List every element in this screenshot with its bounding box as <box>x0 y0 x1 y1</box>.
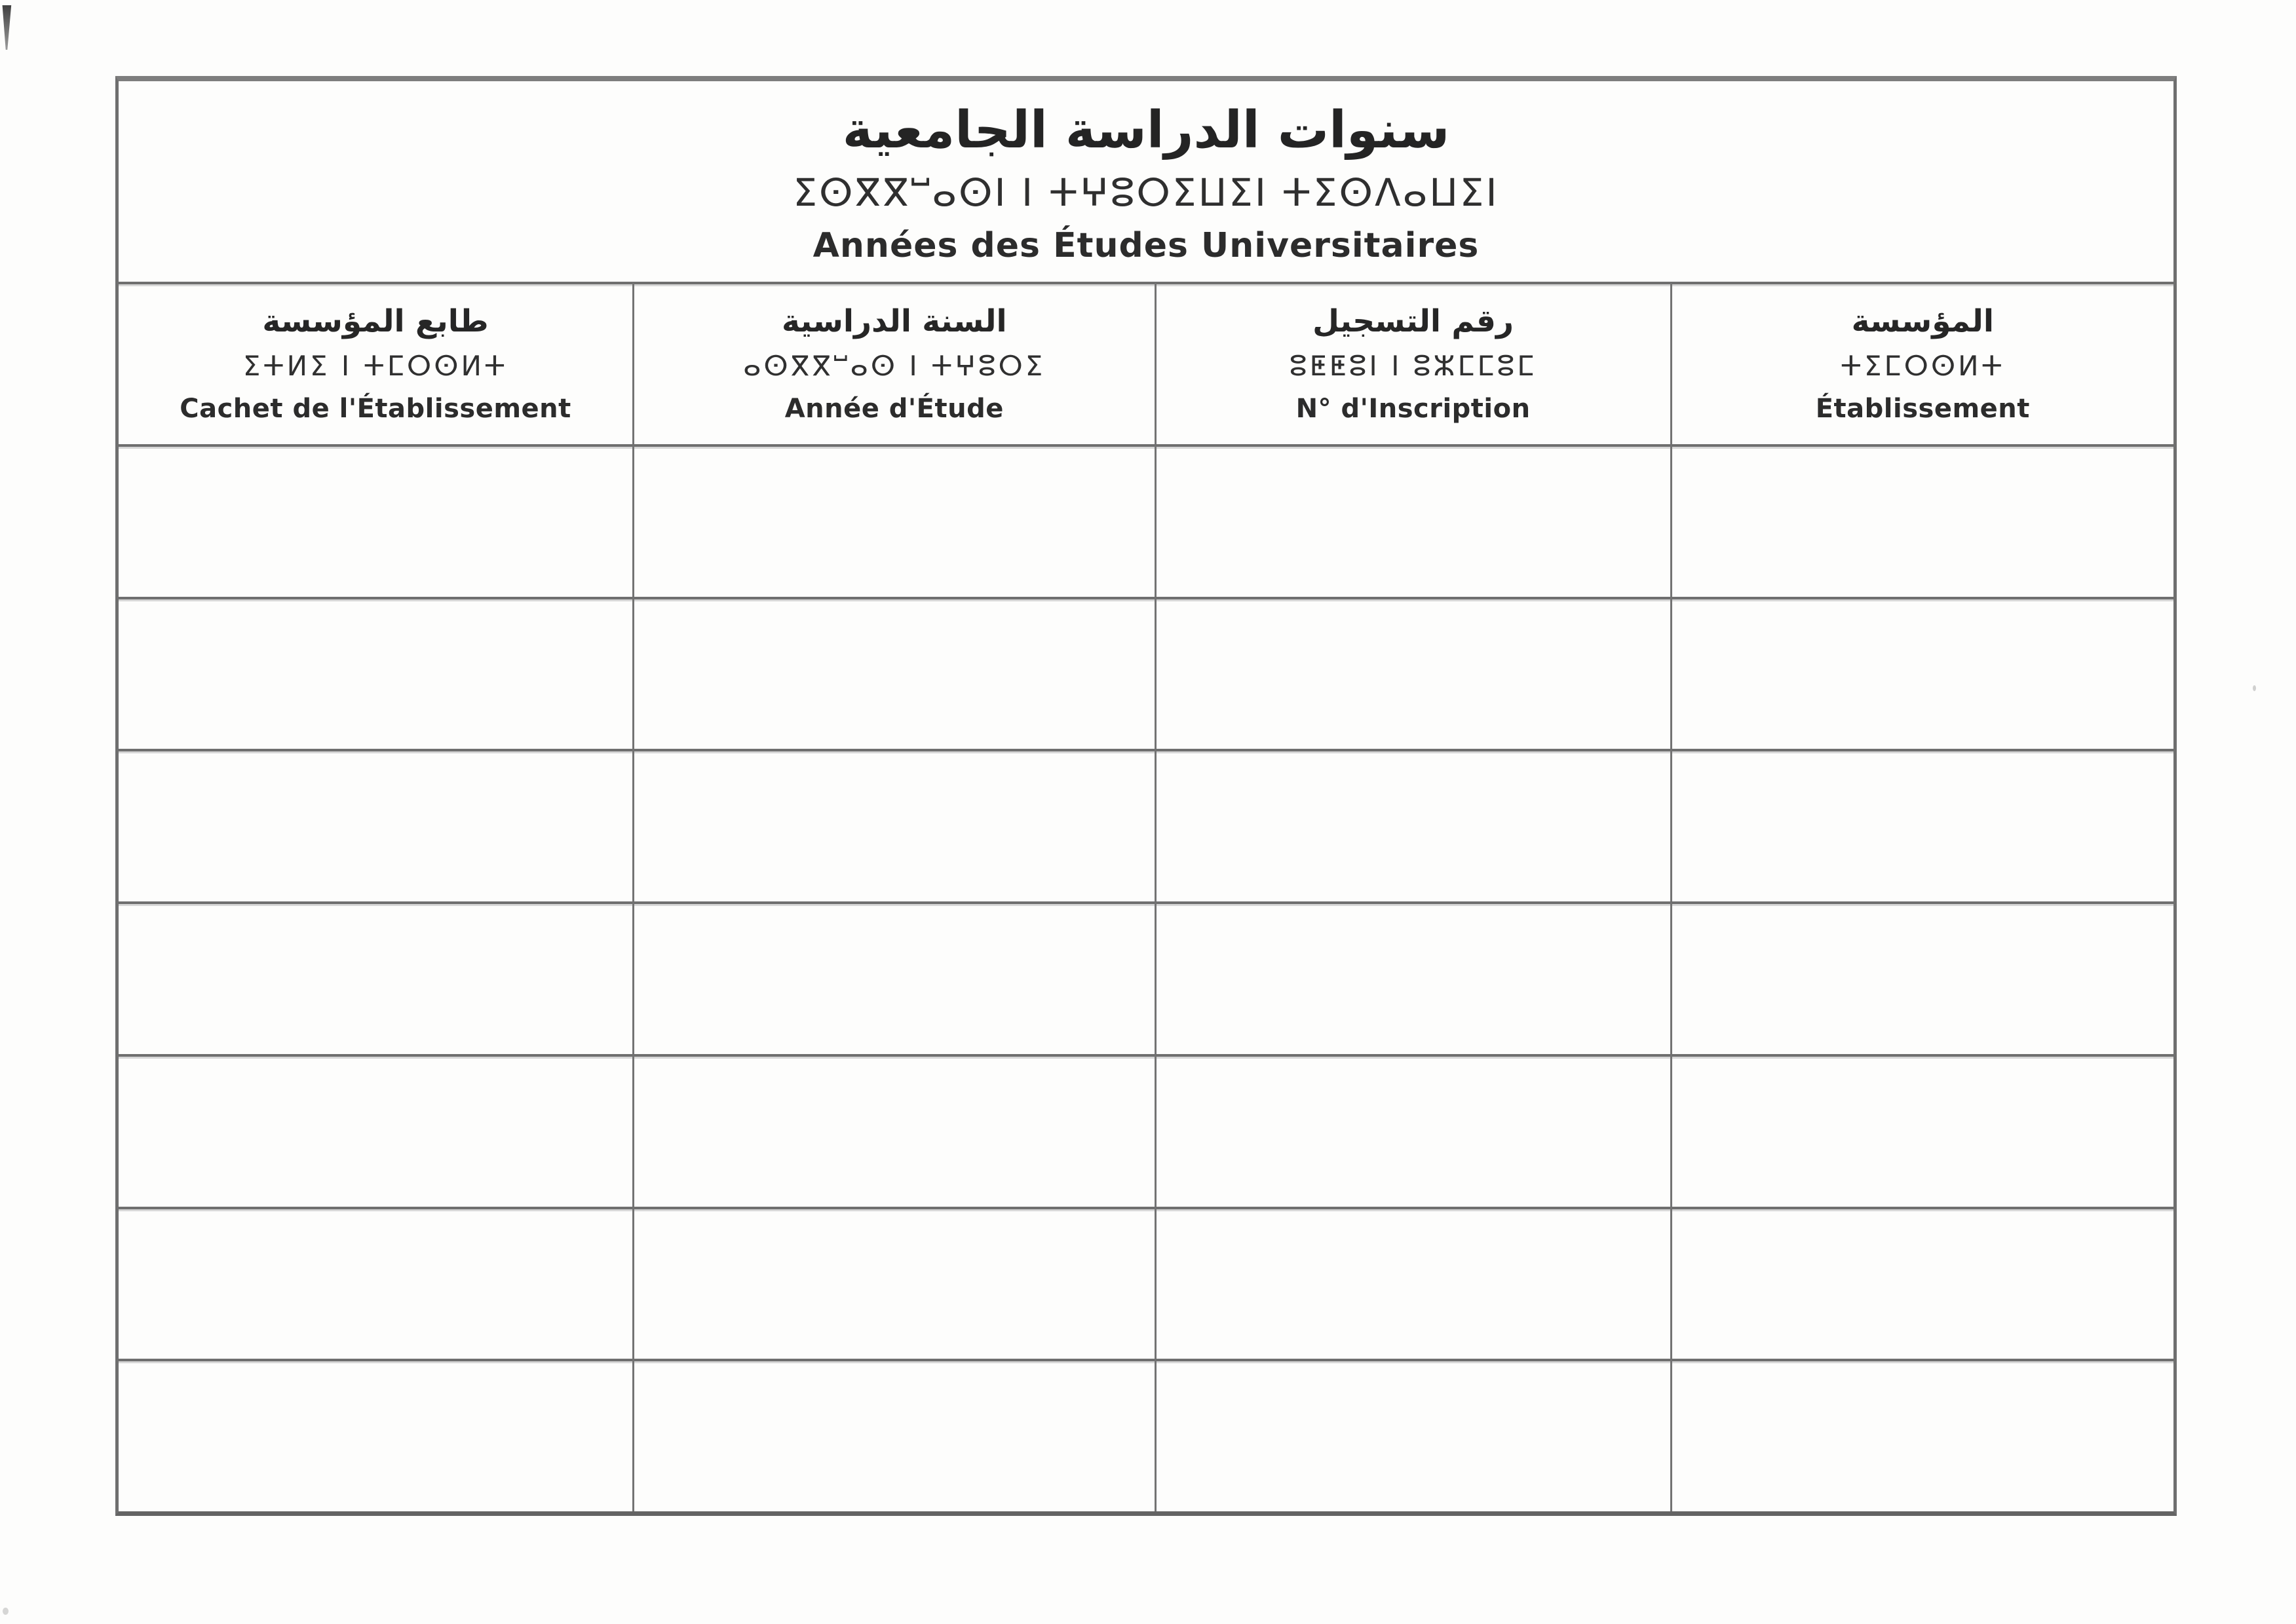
empty-cell <box>1155 1359 1670 1511</box>
empty-cell <box>1155 1054 1670 1207</box>
column-header-cachet <box>119 282 632 444</box>
empty-cell <box>119 1207 632 1359</box>
empty-cell <box>119 1359 632 1511</box>
title-tifinagh: ⵉⵙⴳⴳⵯⴰⵙⵏ ⵏ ⵜⵖⵓⵔⵉⵡⵉⵏ ⵜⵉⵙⴷⴰⵡⵉⵏ <box>793 170 1499 215</box>
header-french: N° d'Inscription <box>1295 393 1531 424</box>
column-header-numero-inscription <box>1155 282 1670 444</box>
empty-cell <box>1670 597 2173 749</box>
header-tifinagh: ⴰⵙⴳⴳⵯⴰⵙ ⵏ ⵜⵖⵓⵔⵉ <box>743 350 1046 383</box>
empty-cell <box>1155 901 1670 1054</box>
column-header-annee-etude <box>632 282 1155 444</box>
empty-cell <box>1670 1207 2173 1359</box>
empty-cell <box>1670 1054 2173 1207</box>
title-arabic: سنوات الدراسة الجامعية <box>842 101 1450 161</box>
header-tifinagh: ⵉⵜⵍⵉ ⵏ ⵜⵎⵔⵙⵍⵜ <box>242 350 508 383</box>
header-arabic: رقم التسجيل <box>1312 303 1514 340</box>
title-french: Années des Études Universitaires <box>813 225 1480 265</box>
empty-cell <box>632 1054 1155 1207</box>
empty-cell <box>1670 749 2173 901</box>
header-arabic: طابع المؤسسة <box>262 303 489 340</box>
empty-cell <box>1155 749 1670 901</box>
empty-cell <box>1155 597 1670 749</box>
header-arabic: المؤسسة <box>1851 303 1994 340</box>
empty-cell <box>1155 444 1670 597</box>
empty-cell <box>1670 1359 2173 1511</box>
empty-cell <box>632 901 1155 1054</box>
table-title <box>119 81 2173 282</box>
header-arabic: السنة الدراسية <box>781 303 1007 340</box>
empty-cell <box>632 1207 1155 1359</box>
header-tifinagh: ⵓⵟⵟⵓⵏ ⵏ ⵓⵣⵎⵎⵓⵎ <box>1289 350 1537 383</box>
empty-cell <box>1155 1207 1670 1359</box>
scan-artifact-speck <box>3 1608 9 1615</box>
empty-cell <box>119 749 632 901</box>
empty-cell <box>632 1359 1155 1511</box>
empty-cell <box>632 749 1155 901</box>
scan-artifact-pen-mark <box>1 5 12 50</box>
empty-cell <box>119 1054 632 1207</box>
empty-cell <box>119 901 632 1054</box>
empty-cell <box>119 444 632 597</box>
header-french: Établissement <box>1815 393 2030 424</box>
header-tifinagh: ⵜⵉⵎⵔⵙⵍⵜ <box>1840 350 2005 383</box>
empty-cell <box>632 597 1155 749</box>
empty-cell <box>1670 444 2173 597</box>
empty-cell <box>119 597 632 749</box>
scan-artifact-speck <box>2253 685 2256 691</box>
empty-cell <box>632 444 1155 597</box>
column-header-etablissement <box>1670 282 2173 444</box>
header-french: Cachet de l'Établissement <box>180 393 571 424</box>
empty-cell <box>1670 901 2173 1054</box>
header-french: Année d'Étude <box>784 393 1004 424</box>
university-study-years-table <box>115 76 2177 1516</box>
